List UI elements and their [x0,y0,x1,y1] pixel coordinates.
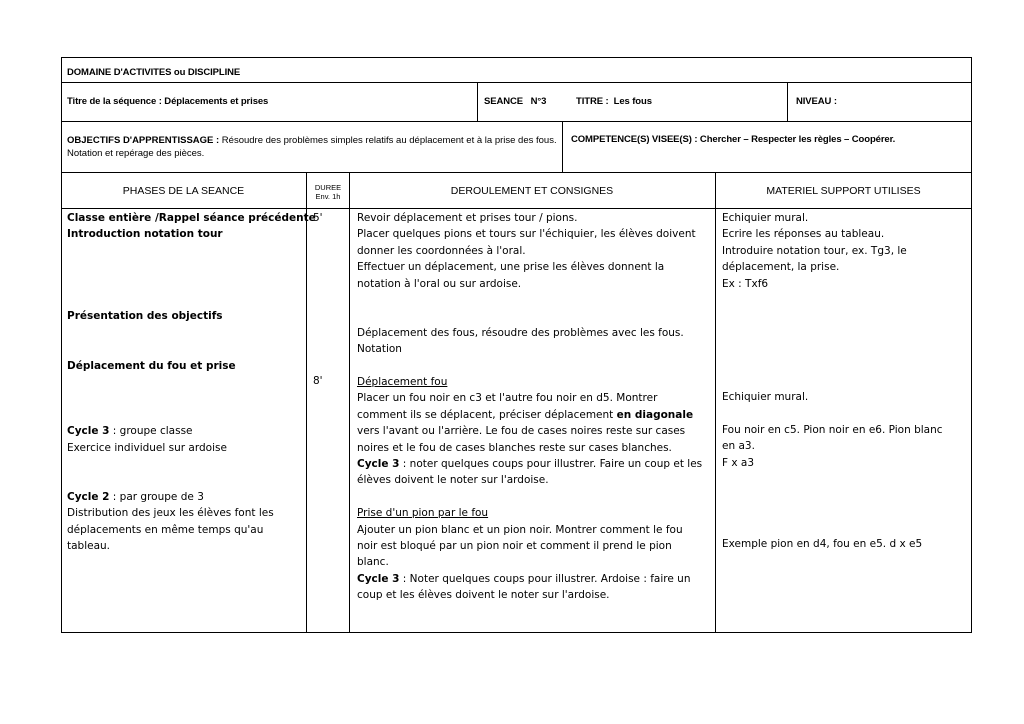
consigne-line: vers l'avant ou l'arrière. Le fou de cases noires reste sur cases [357,425,686,438]
sequence-title: Titre de la séquence : Déplacements et prises [67,96,269,107]
phase-text: : groupe classe [109,425,193,438]
materiel-line: F x a3 [722,456,755,469]
seance-title: TITRE : Les fous [576,96,652,107]
phase-line: Introduction notation tour [67,228,223,241]
column-divider [787,82,788,121]
consigne-line [357,571,702,587]
consigne-line: coup et les élèves doivent le noter sur l'ardoise. [357,589,610,602]
section-heading: Prise d'un pion par le fou [357,507,489,520]
phase-line: déplacements en même temps qu'au [67,523,264,536]
consigne-line: élèves doivent le noter sur l'ardoise. [357,474,549,487]
materiel-cell [722,389,943,471]
column-divider [477,82,478,121]
materiel-line: Echiquier mural. [722,391,809,403]
materiel-line: Fou noir en c5. Pion noir en e6. Pion blanc [722,423,943,436]
consigne-line: Placer quelques pions et tours sur l'échiquier, les élèves doivent [357,228,696,241]
phase-line: Distribution des jeux les élèves font les [67,507,274,520]
consigne-line [357,456,702,472]
cycle-label: Cycle 3 [357,458,400,471]
consigne-text: : Noter quelques coups pour illustrer. Ardoise : faire un [399,572,691,585]
cycle-label: Cycle 3 [357,572,400,585]
duree-cell [313,373,323,389]
materiel-cell [722,210,907,292]
materiel-cell [722,536,922,552]
duree-sub: Env. 1h [315,192,341,201]
col-header-materiel: MATERIEL SUPPORT UTILISES [766,185,921,197]
niveau-label: NIVEAU : [796,96,837,107]
consigne-line: notation à l'oral ou sur ardoise. [357,277,522,290]
phase-text: : par groupe de 3 [109,490,204,503]
duree-value: 8' [313,375,323,387]
consigne-line: Effectuer un déplacement, une prise les élèves donnent la [357,261,665,274]
col-header-deroulement: DEROULEMENT ET CONSIGNES [450,185,614,197]
row-divider [61,82,972,83]
emphasis-text: en diagonale [616,408,694,421]
materiel-line: Echiquier mural. [722,212,809,224]
consigne-line: Placer un fou noir en c3 et l'autre fou noir en d5. Montrer [357,392,658,405]
objectifs-label: OBJECTIFS D'APPRENTISSAGE : [67,135,220,146]
materiel-line: déplacement, la prise. [722,261,840,274]
materiel-line: Ecrire les réponses au tableau. [722,228,885,241]
consigne-line: Notation [357,343,402,356]
phase-line: tableau. [67,539,111,552]
consigne-text: comment ils se déplacent, préciser déplacement [357,408,617,421]
cycle-label: Cycle 2 [67,490,110,503]
phase-line: Exercice individuel sur ardoise [67,441,227,454]
consigne-text: : noter quelques coups pour illustrer. Faire un coup et les [399,458,703,471]
objectifs-text: Résoudre des problèmes simples relatifs au déplacement et à la prise des fous. Notation et repérage des pièces. [67,135,557,159]
phase-line: Présentation des objectifs [67,310,223,323]
materiel-line: Exemple pion en d4, fou en e5. d x e5 [722,538,923,550]
domaine-label: DOMAINE D'ACTIVITES ou DISCIPLINE [67,67,241,78]
consigne-line: noires et le fou de cases blanches reste sur cases blanches. [357,441,672,454]
row-divider [61,208,972,209]
phases-cell [67,210,316,554]
column-divider [349,172,350,633]
consigne-line: blanc. [357,556,389,569]
column-divider [715,172,716,633]
cycle-label: Cycle 3 [67,425,110,438]
duree-label: DUREE [314,183,342,192]
deroulement-cell [357,210,702,604]
column-divider [562,121,563,172]
duree-value: 5' [313,212,323,224]
materiel-line: en a3. [722,440,755,453]
col-header-phases: PHASES DE LA SEANCE [122,185,245,197]
duree-cell [313,210,323,226]
consigne-line: noir est bloqué par un pion noir et comment il prend le pion [357,540,672,553]
consigne-line: Ajouter un pion blanc et un pion noir. Montrer comment le fou [357,523,683,536]
row-divider [61,172,972,173]
phase-line [67,489,316,505]
row-divider [61,121,972,122]
phase-line: Classe entière /Rappel séance précédente [67,212,316,224]
phase-line: Déplacement du fou et prise [67,359,236,372]
consigne-line: donner les coordonnées à l'oral. [357,244,526,257]
consigne-line [357,407,702,423]
materiel-line: Ex : Txf6 [722,277,769,290]
section-heading: Déplacement fou [357,376,448,389]
phase-line [67,423,316,439]
consigne-line: Déplacement des fous, résoudre des problèmes avec les fous. [357,326,684,339]
materiel-line: Introduire notation tour, ex. Tg3, le [722,244,907,257]
competences-text: COMPETENCE(S) VISEE(S) : Chercher – Respecter les règles – Coopérer. [571,134,896,145]
objectifs-block [67,134,557,160]
col-header-duree [307,183,349,201]
seance-number: SEANCE N°3 [484,96,547,107]
consigne-line: Revoir déplacement et prises tour / pions. [357,212,578,224]
